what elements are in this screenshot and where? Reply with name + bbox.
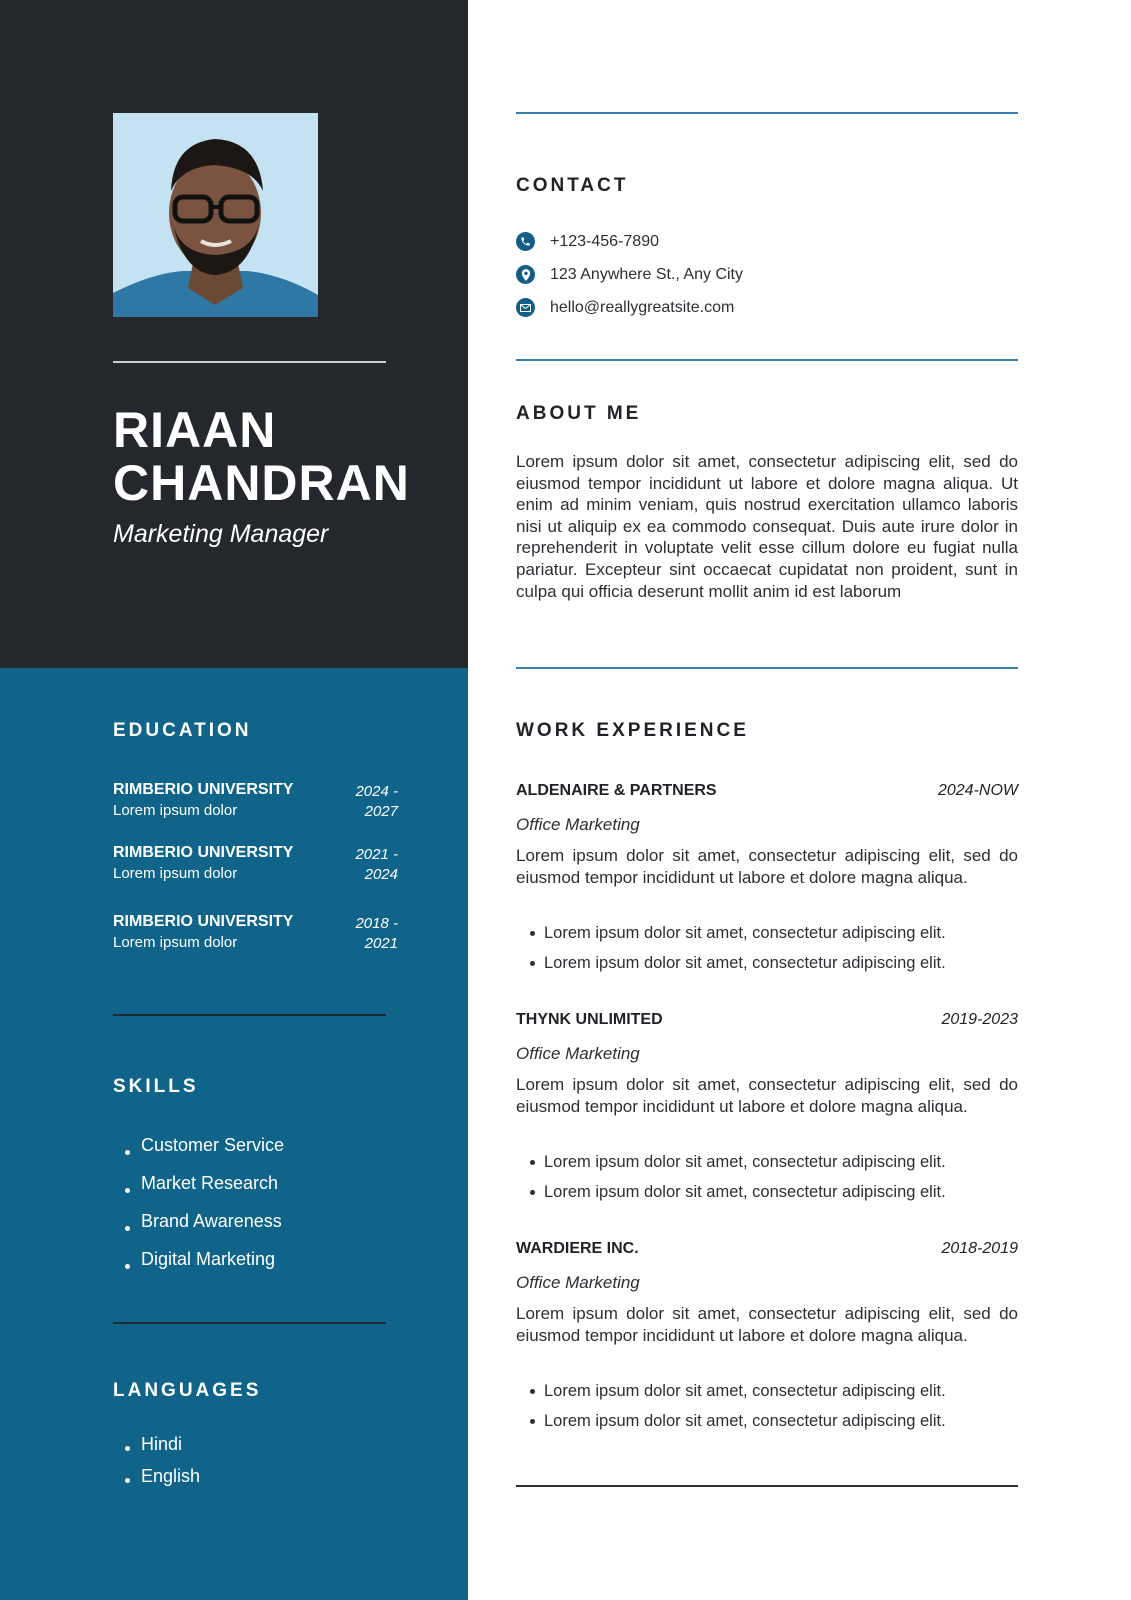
education-item	[113, 844, 398, 882]
first-name: RIAAN	[113, 402, 277, 458]
education-years	[355, 914, 398, 954]
profile-photo	[113, 113, 318, 317]
job-role: Office Marketing	[516, 815, 640, 834]
divider	[516, 1485, 1018, 1487]
job-role: Office Marketing	[516, 1273, 640, 1292]
skill-item: Market Research	[113, 1171, 284, 1209]
job-description: Lorem ipsum dolor sit amet, consectetur adipiscing elit, sed do eiusmod tempor incididunt ut labore et dolore magna aliqua.	[516, 1075, 1018, 1116]
job-period: 2019-2023	[941, 1011, 1018, 1028]
job-bullets	[516, 918, 1018, 978]
job-period: 2024-NOW	[937, 782, 1018, 799]
job-header	[516, 1011, 1018, 1029]
degree: Lorem ipsum dolor	[113, 865, 238, 882]
job-bullets	[516, 1147, 1018, 1207]
skills-heading: SKILLS	[113, 1076, 199, 1097]
job-bullet: Lorem ipsum dolor sit amet, consectetur adipiscing elit.	[516, 1406, 1018, 1436]
divider	[113, 1014, 386, 1016]
languages-heading: LANGUAGES	[113, 1380, 262, 1401]
years-start: 2018 -	[355, 915, 398, 932]
job-bullet: Lorem ipsum dolor sit amet, consectetur adipiscing elit.	[516, 918, 1018, 948]
job-period: 2018-2019	[941, 1240, 1018, 1257]
job-header	[516, 782, 1018, 800]
education-years	[355, 782, 398, 822]
education-years	[355, 845, 398, 885]
skill-item: Brand Awareness	[113, 1209, 284, 1247]
company-name: THYNK UNLIMITED	[516, 1011, 663, 1028]
skill-item: Digital Marketing	[113, 1247, 284, 1285]
job-title: Marketing Manager	[113, 520, 329, 548]
skill-item: Customer Service	[113, 1133, 284, 1171]
language-item: Hindi	[113, 1432, 200, 1464]
languages-list	[113, 1432, 200, 1496]
job-description: Lorem ipsum dolor sit amet, consectetur adipiscing elit, sed do eiusmod tempor incididunt ut labore et dolore magna aliqua.	[516, 846, 1018, 887]
about-text: Lorem ipsum dolor sit amet, consectetur adipiscing elit, sed do eiusmod tempor incididunt ut labore et dolore magna aliqua. Ut enim ad minim veniam, quis nostrud exercitation ullamco laboris nisi ut aliquip ex ea commodo consequat. Duis aute irure dolor in reprehenderit in voluptate velit esse cillum dolore eu fugiat nulla pariatur. Excepteur sint occaecat cupidatat non proident, sunt in culpa qui officia deserunt mollit anim id est laborum	[516, 452, 1018, 601]
mail-icon	[516, 298, 535, 317]
phone-icon	[516, 232, 535, 251]
school-name: RIMBERIO UNIVERSITY	[113, 913, 294, 930]
job-role: Office Marketing	[516, 1044, 640, 1063]
years-end: 2024	[364, 866, 398, 883]
full-name	[113, 404, 463, 510]
sidebar-header-panel	[0, 0, 468, 668]
job-bullet: Lorem ipsum dolor sit amet, consectetur adipiscing elit.	[516, 948, 1018, 978]
education-item	[113, 913, 398, 951]
divider	[516, 667, 1018, 669]
degree: Lorem ipsum dolor	[113, 934, 238, 951]
years-start: 2024 -	[355, 783, 398, 800]
job-bullet: Lorem ipsum dolor sit amet, consectetur adipiscing elit.	[516, 1177, 1018, 1207]
divider	[113, 1322, 386, 1324]
last-name: CHANDRAN	[113, 455, 410, 511]
location-pin-icon	[516, 265, 535, 284]
years-end: 2027	[364, 803, 398, 820]
work-heading: WORK EXPERIENCE	[516, 720, 749, 741]
school-name: RIMBERIO UNIVERSITY	[113, 781, 294, 798]
skills-list	[113, 1133, 284, 1285]
contact-phone	[516, 232, 659, 251]
address-text: 123 Anywhere St., Any City	[550, 265, 743, 283]
education-heading: EDUCATION	[113, 720, 252, 741]
contact-heading: CONTACT	[516, 175, 629, 196]
degree: Lorem ipsum dolor	[113, 802, 238, 819]
contact-email	[516, 298, 734, 317]
job-header	[516, 1240, 1018, 1258]
school-name: RIMBERIO UNIVERSITY	[113, 844, 294, 861]
company-name: WARDIERE INC.	[516, 1240, 639, 1257]
phone-number: +123-456-7890	[550, 232, 659, 250]
job-bullet: Lorem ipsum dolor sit amet, consectetur adipiscing elit.	[516, 1376, 1018, 1406]
email-text: hello@reallygreatsite.com	[550, 298, 735, 316]
job-description: Lorem ipsum dolor sit amet, consectetur adipiscing elit, sed do eiusmod tempor incididunt ut labore et dolore magna aliqua.	[516, 1304, 1018, 1345]
contact-address	[516, 265, 743, 284]
divider	[516, 359, 1018, 361]
years-end: 2021	[364, 935, 398, 952]
company-name: ALDENAIRE & PARTNERS	[516, 782, 717, 799]
about-heading: ABOUT ME	[516, 403, 642, 424]
language-item: English	[113, 1464, 200, 1496]
job-bullet: Lorem ipsum dolor sit amet, consectetur adipiscing elit.	[516, 1147, 1018, 1177]
job-bullets	[516, 1376, 1018, 1436]
divider	[516, 112, 1018, 114]
education-item	[113, 781, 398, 819]
divider	[113, 361, 386, 363]
years-start: 2021 -	[355, 846, 398, 863]
